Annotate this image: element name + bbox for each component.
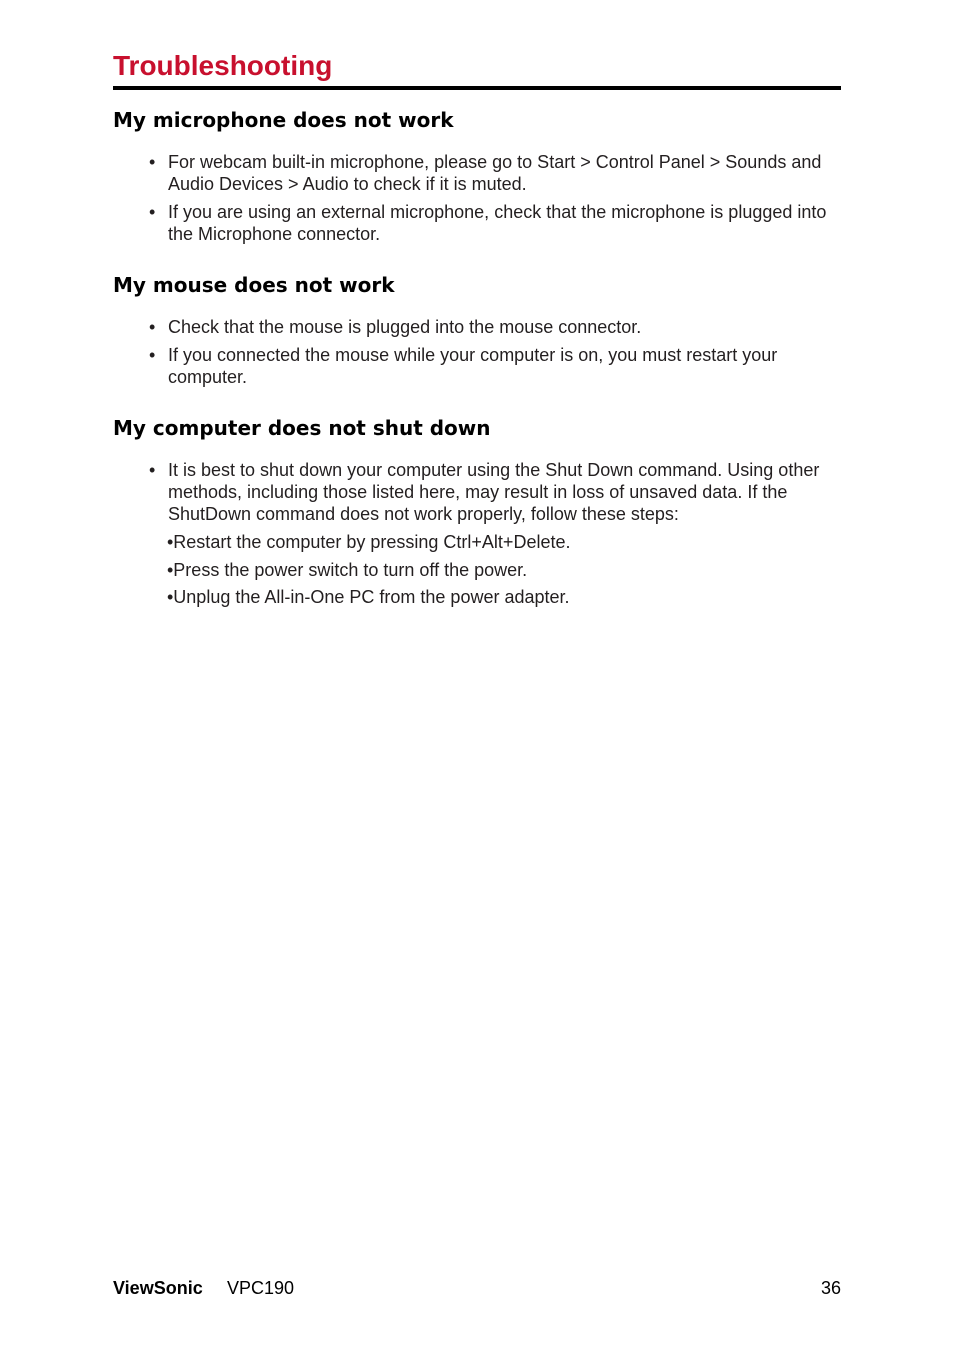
step-item: •Unplug the All-in-One PC from the power adapter. xyxy=(167,587,570,607)
page-number: 36 xyxy=(820,1278,841,1298)
footer-brand: ViewSonic xyxy=(113,1278,203,1298)
bullet-icon: • xyxy=(149,317,156,337)
list-item-text: If you are using an external microphone, check that the microphone is plugged into the Microphone connector. xyxy=(168,202,827,244)
bullet-icon: • xyxy=(149,345,156,365)
list-item xyxy=(149,151,849,194)
list-item-text: For webcam built-in microphone, please go to Start > Control Panel > Sounds and Audio Devices > Audio to check if it is muted. xyxy=(168,152,822,194)
section-heading-microphone: My microphone does not work xyxy=(113,108,454,132)
list-item-text: If you connected the mouse while your computer is on, you must restart your computer. xyxy=(168,345,778,387)
list-item xyxy=(149,316,849,338)
section-heading-shutdown: My computer does not shut down xyxy=(113,416,491,440)
bullet-icon: • xyxy=(149,460,156,480)
step-item: •Restart the computer by pressing Ctrl+Alt+Delete. xyxy=(167,532,571,552)
title-divider xyxy=(113,86,841,90)
bullet-icon: • xyxy=(149,202,156,222)
list-item xyxy=(149,344,849,387)
section-heading-mouse: My mouse does not work xyxy=(113,273,395,297)
list-item xyxy=(149,201,849,244)
footer-model: VPC190 xyxy=(227,1278,295,1298)
step-item: •Press the power switch to turn off the power. xyxy=(167,560,528,580)
bullet-icon: • xyxy=(149,152,156,172)
list-item-text: Check that the mouse is plugged into the mouse connector. xyxy=(168,317,642,337)
page-title: Troubleshooting xyxy=(113,50,333,81)
list-item xyxy=(149,459,849,524)
list-item-text: It is best to shut down your computer using the Shut Down command. Using other methods, including those listed here, may result in loss of unsaved data. If the ShutDown command does not work properly, follow these steps: xyxy=(168,460,820,524)
